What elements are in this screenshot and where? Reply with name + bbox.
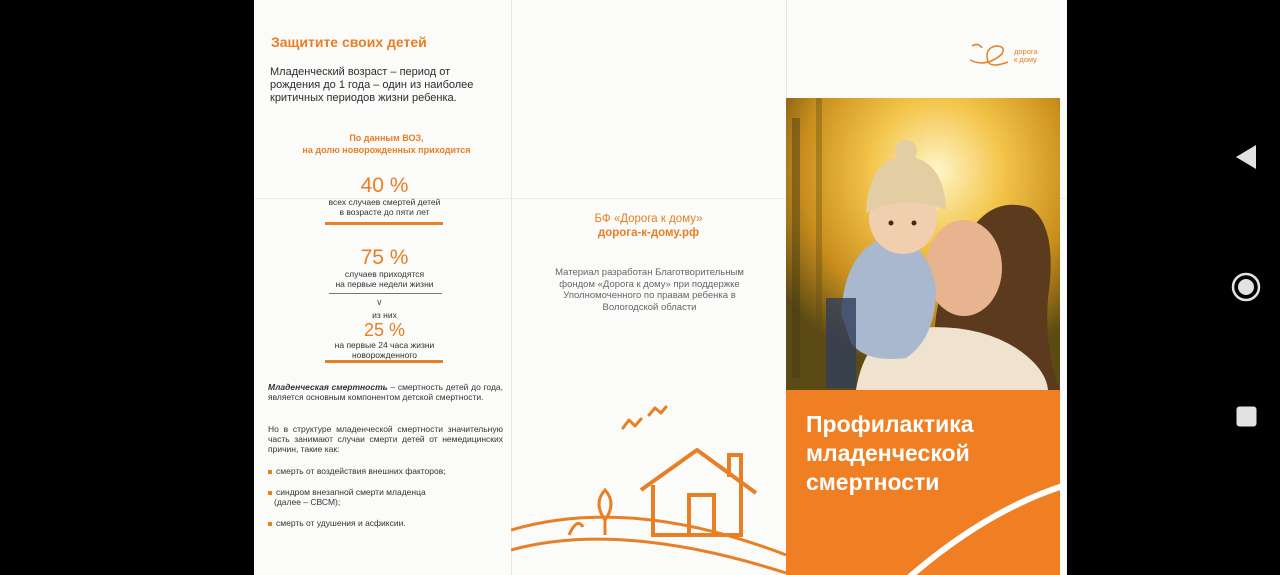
brochure-document bbox=[254, 0, 1067, 575]
bullet-item bbox=[268, 518, 503, 528]
cover-swoosh bbox=[786, 390, 1060, 575]
heading-line: младенческой bbox=[806, 440, 970, 466]
cover-photo bbox=[786, 98, 1060, 390]
cover-title-block bbox=[786, 390, 1060, 575]
middle-panel bbox=[511, 0, 786, 575]
hill-line bbox=[511, 517, 786, 555]
panel-title: Защитите своих детей bbox=[271, 34, 427, 50]
bullet-icon bbox=[268, 470, 272, 474]
woman-face bbox=[926, 220, 1002, 316]
definition-term: Младенческая смертность bbox=[268, 382, 388, 392]
bullet-icon bbox=[268, 522, 272, 526]
stat-divider bbox=[329, 293, 442, 294]
logo-text bbox=[1014, 48, 1038, 64]
definition-body: – смертность детей до года, является основным компонентом детской смертности. bbox=[268, 382, 503, 402]
stat-40 bbox=[317, 175, 452, 217]
heading-line: Профилактика bbox=[806, 411, 974, 437]
house-chimney bbox=[729, 455, 741, 487]
down-arrow-icon: ∨ bbox=[376, 297, 383, 307]
stat-divider bbox=[325, 222, 443, 225]
stat-caption: случаев приходятся bbox=[344, 269, 425, 279]
back-icon[interactable] bbox=[1234, 143, 1258, 171]
website-link[interactable]: дорога-к-дому.рф bbox=[597, 227, 700, 239]
logo-line: дорога bbox=[1014, 47, 1038, 56]
stat-value: 25 % bbox=[363, 320, 406, 340]
right-panel bbox=[786, 0, 1067, 575]
logo-icon bbox=[966, 40, 1011, 70]
stat-caption: новорожденного bbox=[351, 350, 418, 360]
definition-text bbox=[268, 382, 503, 402]
bullet-label: смерть от удушения и асфиксии. bbox=[276, 518, 406, 528]
bullet-label: смерть от воздействия внешних факторов; bbox=[276, 466, 446, 476]
tree-icon bbox=[599, 490, 611, 520]
hill-line bbox=[511, 539, 786, 573]
bullet-continuation: (далее – СВСМ); bbox=[274, 497, 341, 507]
hat-pompom bbox=[895, 140, 917, 162]
bush-icon bbox=[569, 523, 583, 535]
bird-icon bbox=[649, 407, 666, 415]
house-illustration bbox=[511, 395, 786, 575]
who-line: на долю новорожденных приходится bbox=[302, 145, 471, 155]
structure-text: Но в структуре младенческой смертности значительную часть занимают случаи смерти детей от немедицинских причин, такие как: bbox=[268, 424, 503, 454]
who-line: По данным ВОЗ, bbox=[349, 133, 424, 143]
stat-75 bbox=[317, 247, 452, 289]
intro-text: Младенческий возраст – период от рождения до 1 года – один из наиболее критичных периодов жизни ребенка. bbox=[270, 66, 474, 104]
stat-prefix: из них bbox=[372, 310, 397, 320]
stat-caption: в возрасте до пяти лет bbox=[339, 207, 430, 217]
bullet-item bbox=[268, 487, 503, 497]
left-panel bbox=[254, 0, 511, 575]
home-icon[interactable] bbox=[1231, 272, 1261, 302]
stat-value: 40 % bbox=[360, 174, 409, 197]
stat-caption: всех случаев смертей детей bbox=[328, 197, 441, 207]
who-note bbox=[274, 132, 499, 156]
org-name: БФ «Дорога к дому» bbox=[594, 213, 703, 225]
stat-value: 75 % bbox=[360, 246, 409, 269]
bullet-label: синдром внезапной смерти младенца bbox=[276, 487, 426, 497]
bird-icon bbox=[623, 419, 641, 428]
recents-icon[interactable] bbox=[1236, 406, 1257, 427]
stat-25 bbox=[317, 311, 452, 360]
bullet-item bbox=[268, 466, 503, 476]
stat-caption: на первые 24 часа жизни bbox=[334, 340, 435, 350]
bullet-icon bbox=[268, 491, 272, 495]
stat-divider bbox=[325, 360, 443, 363]
logo-line: к дому bbox=[1014, 55, 1037, 64]
heading-line: смертности bbox=[806, 469, 940, 495]
credits-text: Материал разработан Благотворительным фондом «Дорога к дому» при поддержке Уполномоченного по правам ребенка в Вологодской области bbox=[555, 267, 744, 313]
stat-caption: на первые недели жизни bbox=[335, 279, 434, 289]
